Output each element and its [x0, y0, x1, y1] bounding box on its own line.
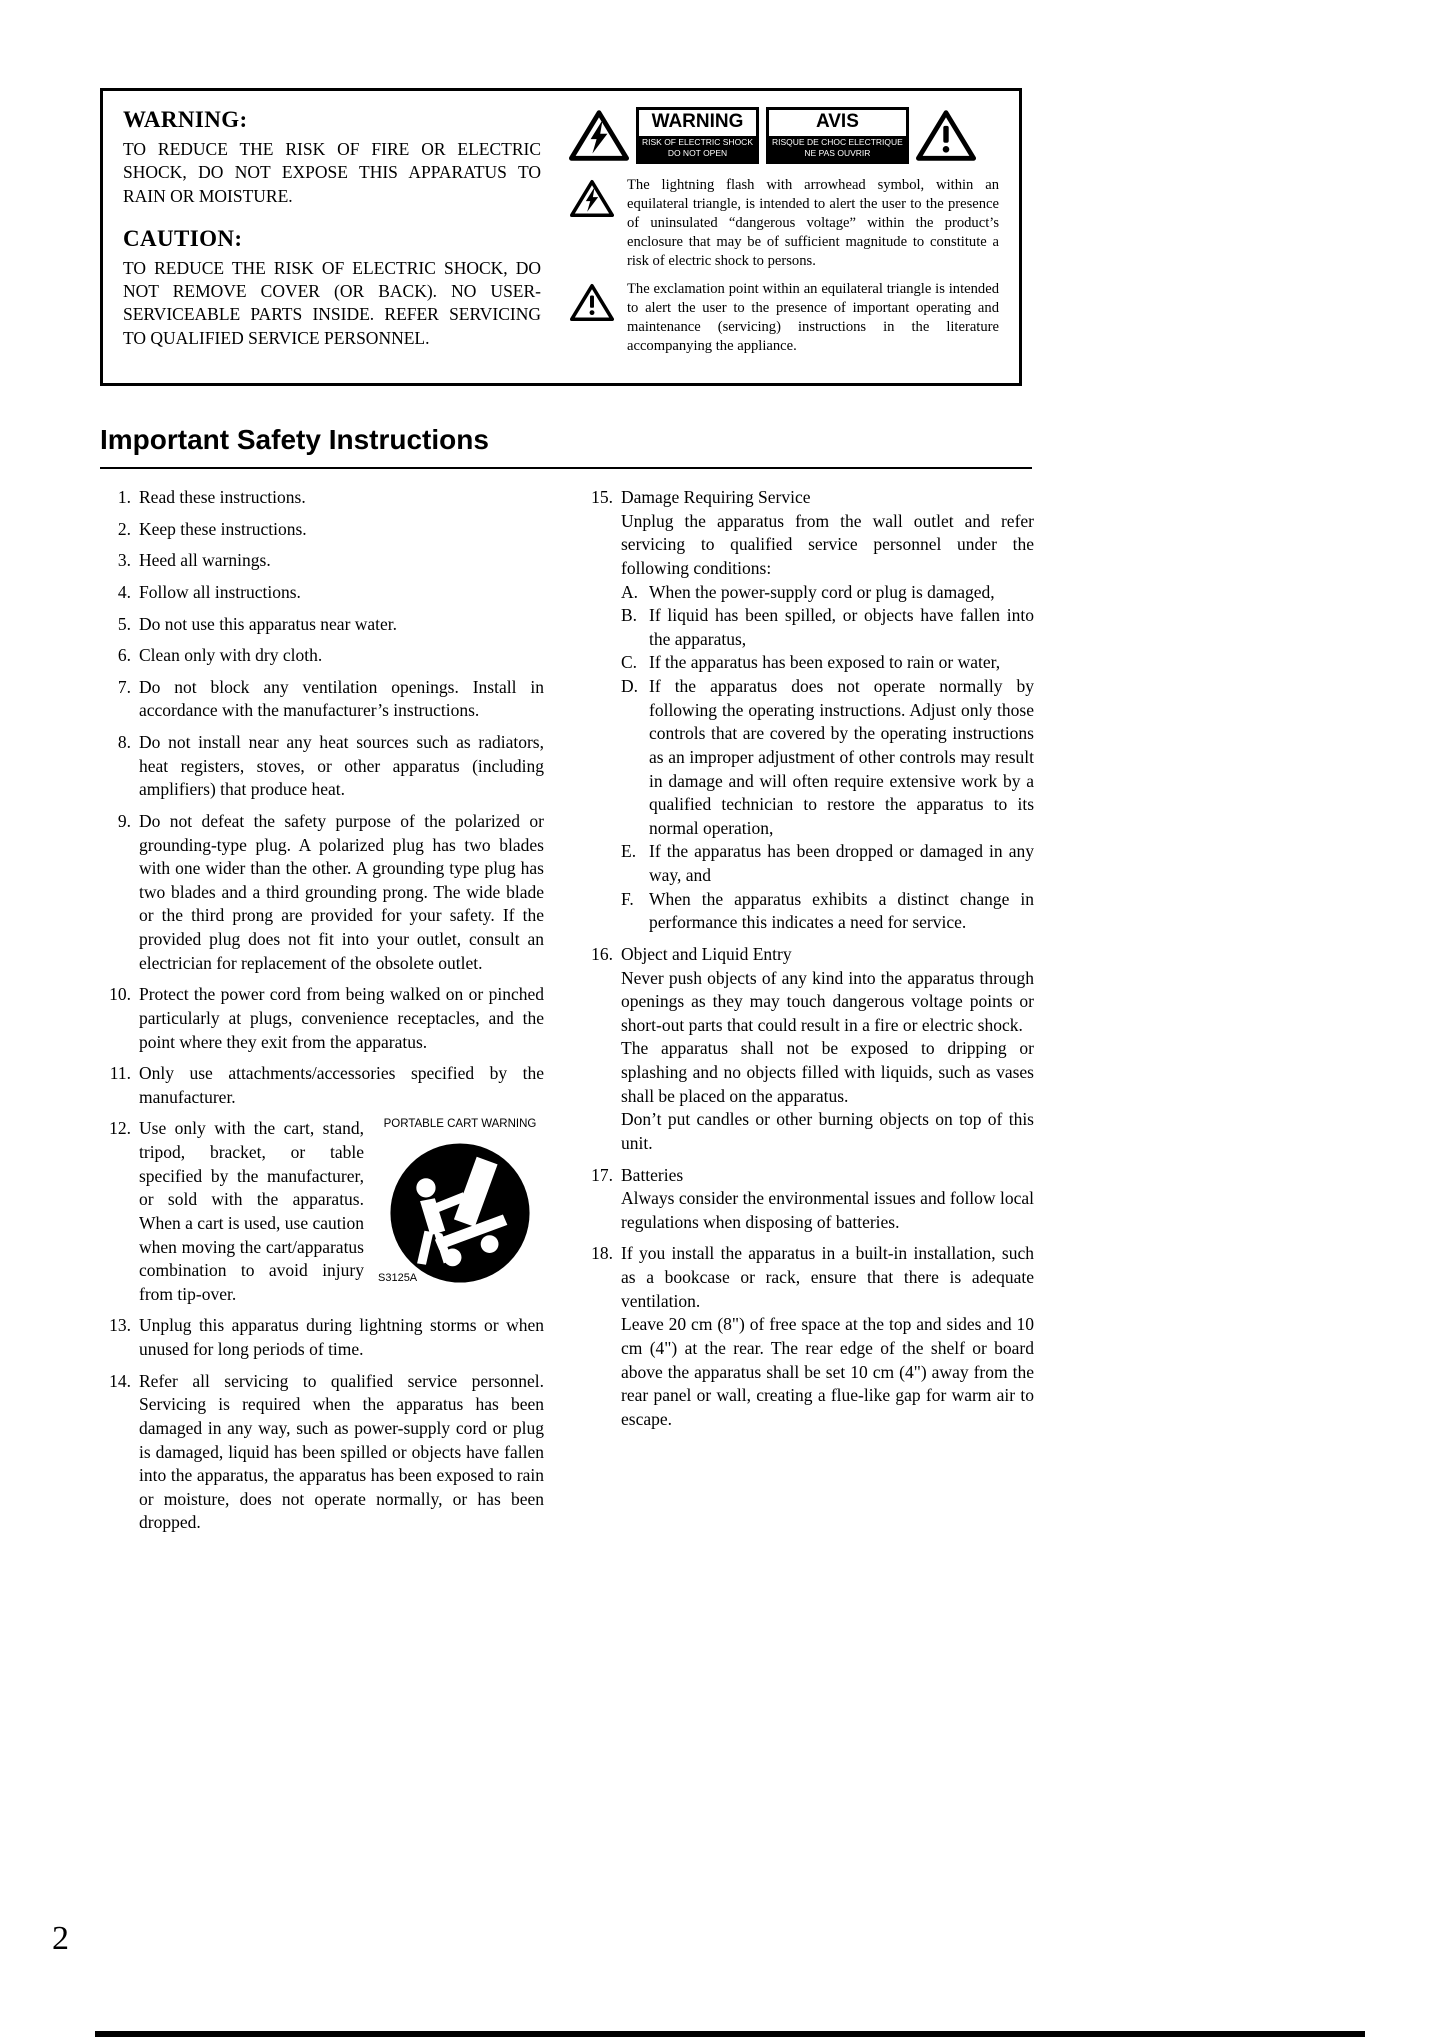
cart-warning-caption: PORTABLE CART WARNING [383, 1118, 537, 1131]
cart-figure-code: S3125A [378, 1271, 418, 1284]
item-number: 15. [591, 487, 613, 507]
item-paragraph: Refer all servicing to qualified service personnel. Servicing is required when the apparatus has been damaged in any way, such as power-supply cord or plug is damaged, liquid has been spilled or objects have fallen into the apparatus, the apparatus has been exposed to rain or moisture, does not operate normally, or has been dropped. [139, 1370, 544, 1533]
list-item [588, 1164, 1034, 1235]
item-paragraph: Unplug the apparatus from the wall outlet and refer servicing to qualified service personnel under the following conditions: [621, 510, 1034, 578]
list-item [106, 613, 544, 637]
warning-label-title: WARNING [651, 111, 744, 132]
list-item [106, 810, 544, 975]
warning-heading: WARNING: [123, 107, 248, 132]
item-number: 4. [117, 581, 131, 602]
avis-label-title: AVIS [815, 111, 859, 132]
item-number: 6. [117, 645, 131, 666]
item-body [139, 676, 544, 723]
item-number: 1. [117, 487, 131, 507]
caution-heading: CAUTION: [123, 225, 243, 251]
warning-label-sub1: RISK OF ELECTRIC SHOCK [642, 136, 753, 147]
list-item [106, 486, 544, 510]
warning-box-label-column [569, 107, 999, 373]
list-item [106, 1370, 544, 1535]
item-title: Batteries [621, 1164, 684, 1185]
warning-label-band [639, 136, 756, 161]
sub-item-text: If liquid has been spilled, or objects have fallen into the apparatus, [649, 605, 1034, 649]
item-paragraph: Do not use this apparatus near water. [139, 613, 398, 634]
caution-text: TO REDUCE THE RISK OF ELECTRIC SHOCK, DO NOT REMOVE COVER (OR BACK). NO USER-SERVICEABLE PARTS INSIDE. REFER SERVICING TO QUALIFIED SERVICE PERSONNEL. [123, 257, 541, 348]
lightning-triangle-icon [569, 176, 615, 271]
page-title: Important Safety Instructions [100, 424, 489, 455]
sub-item-letter: C. [621, 652, 638, 673]
list-item [106, 1062, 544, 1109]
safety-list-left [106, 486, 544, 1543]
item-number: 16. [591, 943, 613, 964]
item-paragraph: Always consider the environmental issues and follow local regulations when disposing of batteries. [621, 1188, 1034, 1232]
list-item [588, 486, 1034, 935]
item-paragraph: Keep these instructions. [139, 518, 307, 539]
avis-label-sub1: RISQUE DE CHOC ELECTRIQUE [772, 136, 903, 147]
item-body [621, 943, 1034, 1156]
list-item [588, 943, 1034, 1156]
sub-item [621, 840, 1034, 887]
item-paragraph: Do not install near any heat sources such as radiators, heat registers, stoves, or other apparatus (including amplifiers) that produce heat. [139, 732, 544, 800]
item-body [139, 581, 544, 605]
item-paragraph: Don’t put candles or other burning objects on top of this unit. [621, 1109, 1034, 1153]
item-body [139, 983, 544, 1054]
sub-item-text: When the power-supply cord or plug is damaged, [649, 581, 995, 602]
lightning-note [569, 176, 999, 271]
sub-item [621, 651, 1034, 675]
avis-label-sub2: NE PAS OUVRIR [804, 147, 871, 158]
portable-cart-figure [376, 1117, 544, 1285]
avis-label-box [766, 107, 909, 164]
page-edge-line [95, 2031, 1365, 2037]
page-number: 2 [52, 1920, 69, 1957]
item-paragraph: Heed all warnings. [139, 550, 271, 571]
warning-label-sub2: DO NOT OPEN [667, 147, 728, 158]
item-paragraph: Read these instructions. [139, 487, 306, 507]
item-paragraph: Follow all instructions. [139, 581, 301, 602]
item-number: 13. [109, 1315, 131, 1336]
item-number: 11. [109, 1063, 131, 1084]
item-number: 7. [117, 676, 131, 697]
item-body [621, 1242, 1034, 1431]
item-body [139, 613, 544, 637]
exclamation-triangle-icon [569, 280, 615, 356]
item-paragraph: Use only with the cart, stand, tripod, bracket, or table specified by the manufacturer, or sold with the apparatus. When a cart is used, use caution when moving the cart/apparatus combination to avoid injury from tip-over. [139, 1118, 364, 1304]
avis-label-band [769, 136, 906, 161]
exclamation-note [569, 280, 999, 356]
warning-box-text-column [123, 107, 541, 373]
item-body [139, 1117, 544, 1306]
item-number: 10. [109, 984, 131, 1005]
item-number: 2. [117, 518, 131, 539]
sub-item-text: If the apparatus does not operate normally by following the operating instructions. Adjust only those controls that are covered by the operating instructions as an improper adjustment of other controls may result in damage and will often require extensive work by a qualified technician to restore the apparatus to its normal operation, [649, 676, 1034, 838]
sub-item-text: If the apparatus has been exposed to rain or water, [649, 652, 1001, 673]
item-number: 9. [117, 810, 131, 831]
list-item [106, 644, 544, 668]
item-number: 3. [117, 550, 131, 571]
warning-label-box [636, 107, 759, 164]
item-body [139, 810, 544, 975]
item-paragraph: Clean only with dry cloth. [139, 645, 323, 666]
safety-instructions [106, 486, 1034, 1543]
item-number: 8. [117, 732, 131, 752]
sub-item-text: When the apparatus exhibits a distinct change in performance this indicates a need for service. [649, 888, 1034, 933]
item-paragraph: Do not defeat the safety purpose of the polarized or grounding-type plug. A polarized plug has two blades with one wider than the other. A grounding type plug has two blades and a third grounding prong. The wide blade or the third prong are provided for your safety. If the provided plug does not fit into your outlet, consult an electrician for replacement of the obsolete outlet. [139, 810, 544, 973]
sub-item-letter: B. [621, 605, 638, 626]
item-body [139, 644, 544, 668]
item-body [139, 1370, 544, 1535]
item-number: 14. [109, 1370, 131, 1391]
list-item [106, 549, 544, 573]
section-divider [100, 467, 1032, 469]
item-body [621, 1164, 1034, 1235]
item-paragraph: If you install the apparatus in a built-in installation, such as a bookcase or rack, ensure that there is adequate ventilation. [621, 1243, 1034, 1311]
item-body [139, 518, 544, 542]
item-body [139, 1314, 544, 1361]
item-paragraph: Protect the power cord from being walked on or pinched particularly at plugs, convenience receptacles, and the point where they exit from the apparatus. [139, 984, 544, 1052]
sub-item-letter: D. [621, 676, 639, 696]
sub-item [621, 675, 1034, 840]
lightning-note-text: The lightning flash with arrowhead symbol, within an equilateral triangle, is intended to alert the user to the presence of uninsulated “dangerous voltage” within the product’s enclosure that may be of sufficient magnitude to constitute a risk of electric shock to persons. [627, 176, 999, 269]
exclamation-triangle-icon [916, 109, 976, 162]
list-item [106, 676, 544, 723]
list-item [106, 731, 544, 802]
item-body [139, 549, 544, 573]
list-item [106, 581, 544, 605]
item-paragraph: Leave 20 cm (8") of free space at the top and sides and 10 cm (4") at the rear. The rear edge of the shelf or board above the apparatus shall be set 10 cm (4") away from the rear panel or wall, creating a flue-like gap for warm air to escape. [621, 1314, 1034, 1429]
lightning-triangle-icon [569, 109, 629, 162]
item-paragraph: Only use attachments/accessories specified by the manufacturer. [139, 1063, 544, 1107]
sub-item [621, 604, 1034, 651]
sub-item-letter: F. [621, 888, 634, 909]
safety-label-row [569, 107, 999, 164]
sub-item-letter: A. [621, 581, 639, 602]
item-body [139, 731, 544, 802]
item-body [139, 486, 544, 510]
item-body [139, 1062, 544, 1109]
item-paragraph: Never push objects of any kind into the apparatus through openings as they may touch dangerous voltage points or short-out parts that could result in a fire or electric shock. [621, 967, 1034, 1035]
list-item [106, 518, 544, 542]
list-item [106, 983, 544, 1054]
list-item [106, 1314, 544, 1361]
item-body [621, 486, 1034, 935]
sub-item-letter: E. [621, 841, 637, 862]
item-number: 17. [591, 1164, 613, 1185]
item-number: 12. [109, 1118, 131, 1139]
item-paragraph: Do not block any ventilation openings. Install in accordance with the manufacturer’s instructions. [139, 676, 544, 721]
item-paragraph: Unplug this apparatus during lightning storms or when unused for long periods of time. [139, 1315, 544, 1359]
item-number: 18. [591, 1243, 613, 1264]
item-number: 5. [117, 613, 131, 634]
item-title: Damage Requiring Service [621, 487, 811, 507]
sub-item [621, 581, 1034, 605]
list-item [588, 1242, 1034, 1431]
list-item [106, 1117, 544, 1306]
sub-item-text: If the apparatus has been dropped or damaged in any way, and [649, 841, 1034, 885]
warning-text: TO REDUCE THE RISK OF FIRE OR ELECTRIC SHOCK, DO NOT EXPOSE THIS APPARATUS TO RAIN OR MOISTURE. [123, 139, 541, 206]
exclamation-note-text: The exclamation point within an equilateral triangle is intended to alert the user to the presence of important operating and maintenance (servicing) instructions in the literature accompanying the appliance. [627, 280, 999, 354]
item-paragraph: The apparatus shall not be exposed to dripping or splashing and no objects filled with liquids, such as vases shall be placed on the apparatus. [621, 1038, 1034, 1106]
safety-list-right [588, 486, 1034, 1543]
tipping-cart-icon [386, 1139, 534, 1287]
item-title: Object and Liquid Entry [621, 943, 792, 964]
sub-item [621, 888, 1034, 935]
warning-box [100, 88, 1022, 386]
